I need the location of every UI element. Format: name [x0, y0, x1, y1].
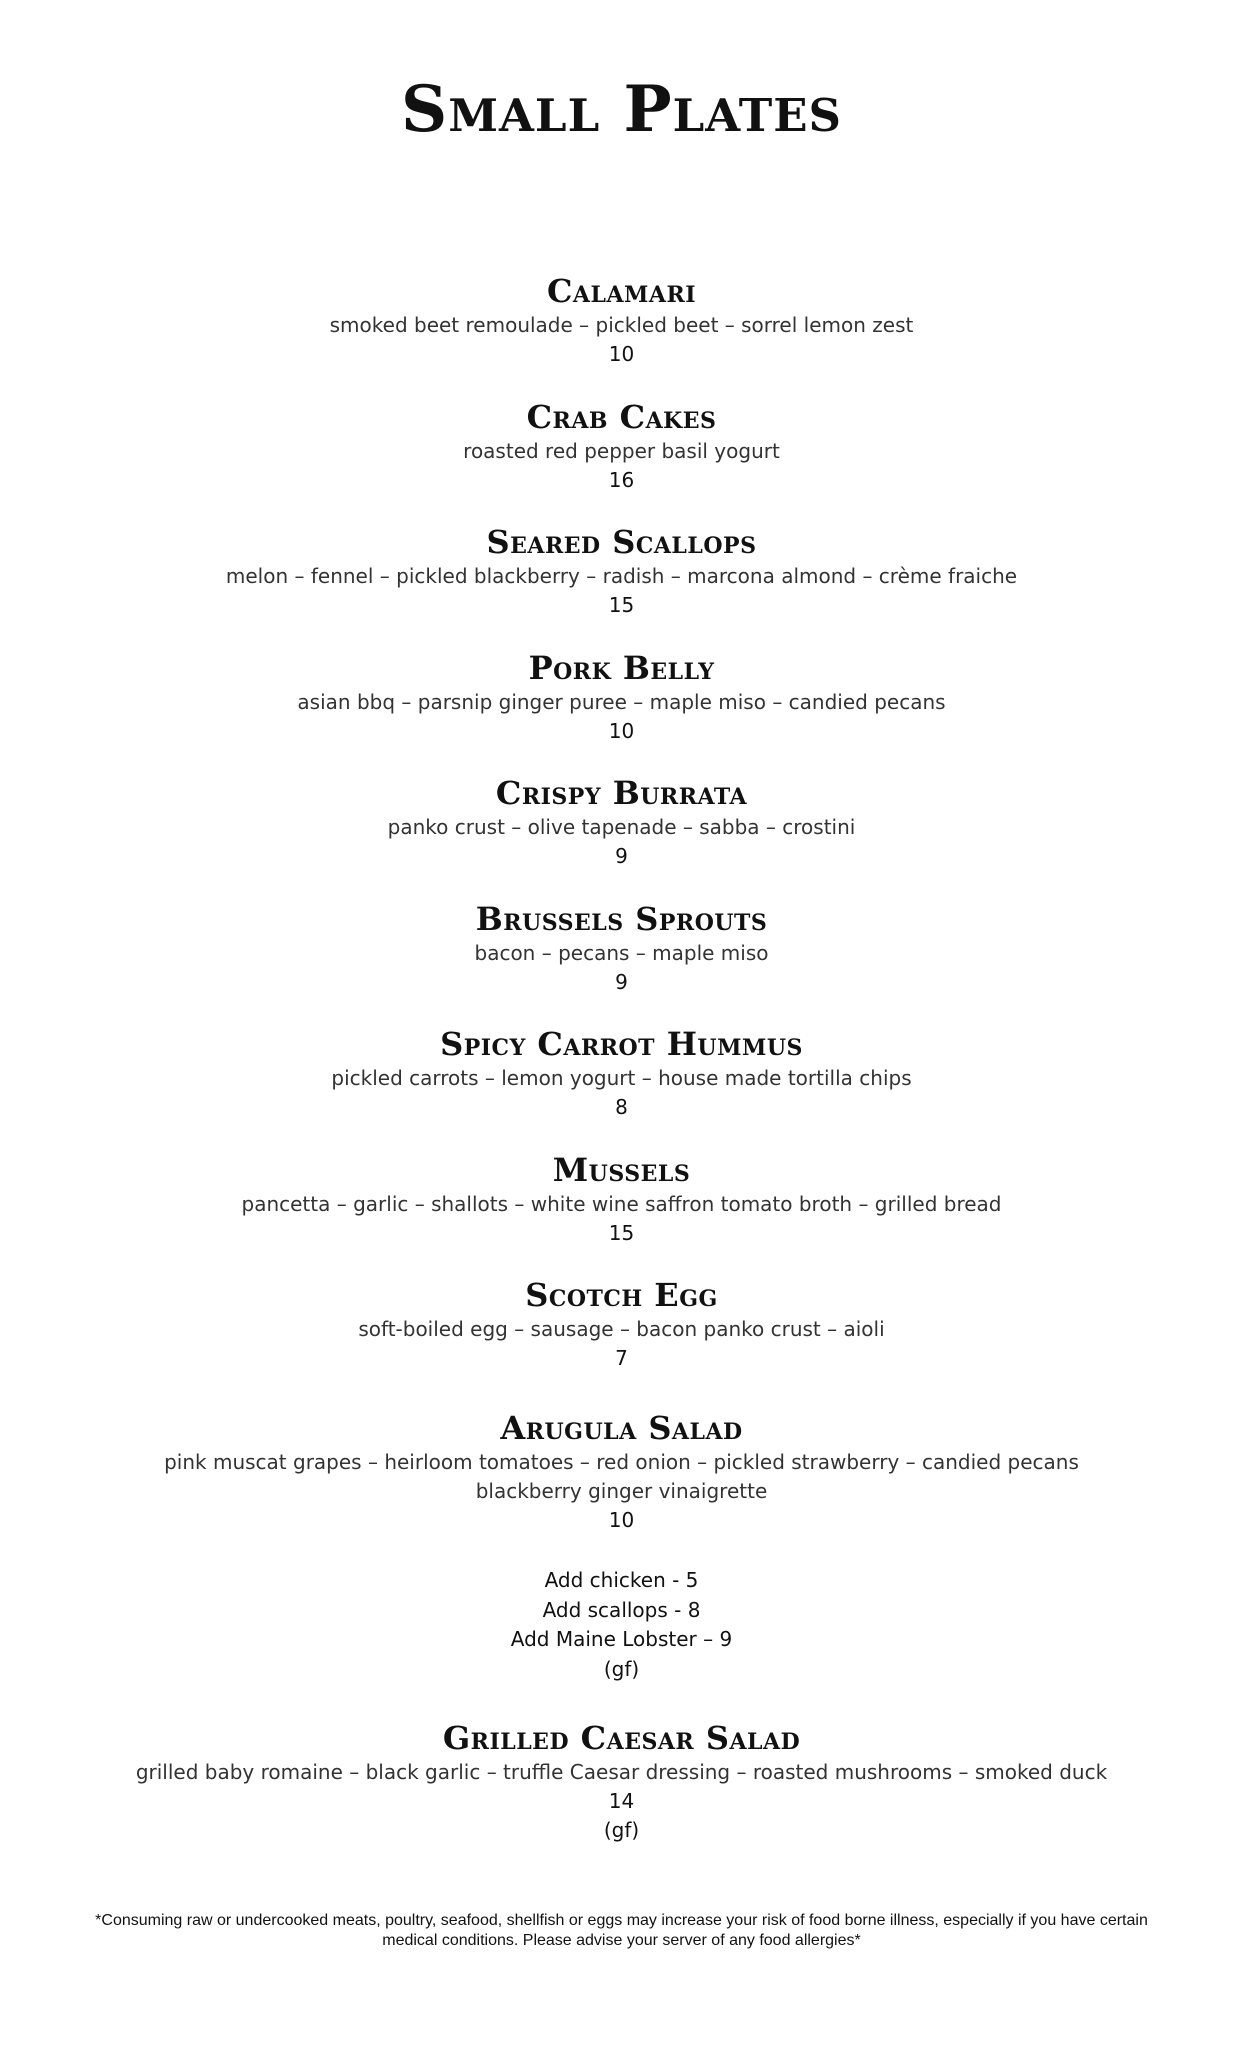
menu-item-crispy-burrata [0, 773, 1243, 871]
item-gf-note: (gf) [603, 1818, 640, 1842]
menu-item-brussels-sprouts [0, 899, 1243, 997]
item-description: pickled carrots – lemon yogurt – house made tortilla chips [331, 1066, 912, 1090]
item-description: pink muscat grapes – heirloom tomatoes – red onion – pickled strawberry – candied pecans [164, 1450, 1079, 1474]
item-description: bacon – pecans – maple miso [474, 941, 769, 965]
item-price: 15 [608, 1221, 635, 1245]
item-name: Grilled Caesar Salad [442, 1719, 801, 1757]
item-name: Calamari [546, 272, 697, 310]
item-description: soft-boiled egg – sausage – bacon panko crust – aioli [358, 1317, 885, 1341]
item-price: 10 [608, 1508, 635, 1532]
item-price: 10 [608, 719, 635, 743]
menu-item-crab-cakes [0, 397, 1243, 495]
addon-gf-note: (gf) [603, 1656, 640, 1681]
item-price: 7 [615, 1346, 628, 1370]
menu-item-scotch-egg [0, 1275, 1243, 1373]
item-description: pancetta – garlic – shallots – white wine saffron tomato broth – grilled bread [241, 1192, 1002, 1216]
item-description-line-2: blackberry ginger vinaigrette [475, 1479, 768, 1503]
menu-item-grilled-caesar-salad [0, 1718, 1243, 1845]
item-name: Crispy Burrata [495, 774, 748, 812]
item-name: Crab Cakes [526, 398, 717, 436]
item-price: 16 [608, 468, 635, 492]
menu-item-arugula-salad [0, 1408, 1243, 1535]
menu-item-seared-scallops [0, 522, 1243, 620]
allergy-disclaimer: *Consuming raw or undercooked meats, poultry, seafood, shellfish or eggs may increase your risk of food borne illness, especially if you have certain medical conditions. Please advise your server of any food allergies* [95, 1912, 1148, 1949]
menu-item-mussels [0, 1150, 1243, 1248]
item-price: 10 [608, 342, 635, 366]
item-name: Brussels Sprouts [475, 900, 768, 938]
item-description: roasted red pepper basil yogurt [463, 439, 780, 463]
item-description: grilled baby romaine – black garlic – truffle Caesar dressing – roasted mushrooms – smoked duck [135, 1760, 1108, 1784]
item-description: panko crust – olive tapenade – sabba – crostini [387, 815, 856, 839]
addon-chicken: Add chicken - 5 [544, 1568, 699, 1592]
item-price: 8 [615, 1095, 628, 1119]
addon-list [0, 1566, 1243, 1684]
item-price: 9 [615, 844, 628, 868]
item-name: Scotch Egg [525, 1276, 718, 1314]
item-price: 14 [608, 1789, 635, 1813]
item-name: Spicy Carrot Hummus [440, 1025, 803, 1063]
addon-lobster: Add Maine Lobster – 9 [510, 1627, 733, 1651]
menu-item-calamari [0, 271, 1243, 369]
item-description: smoked beet remoulade – pickled beet – sorrel lemon zest [329, 313, 914, 337]
page-title: Small Plates [400, 72, 842, 147]
menu-item-pork-belly [0, 648, 1243, 746]
item-description: melon – fennel – pickled blackberry – radish – marcona almond – crème fraiche [225, 564, 1018, 588]
item-name: Arugula Salad [500, 1409, 743, 1447]
item-price: 15 [608, 593, 635, 617]
item-price: 9 [615, 970, 628, 994]
item-description: asian bbq – parsnip ginger puree – maple miso – candied pecans [297, 690, 946, 714]
item-name: Mussels [552, 1151, 691, 1189]
item-name: Seared Scallops [486, 523, 757, 561]
menu-item-spicy-carrot-hummus [0, 1024, 1243, 1122]
item-name: Pork Belly [528, 649, 715, 687]
addon-scallops: Add scallops - 8 [542, 1597, 701, 1622]
